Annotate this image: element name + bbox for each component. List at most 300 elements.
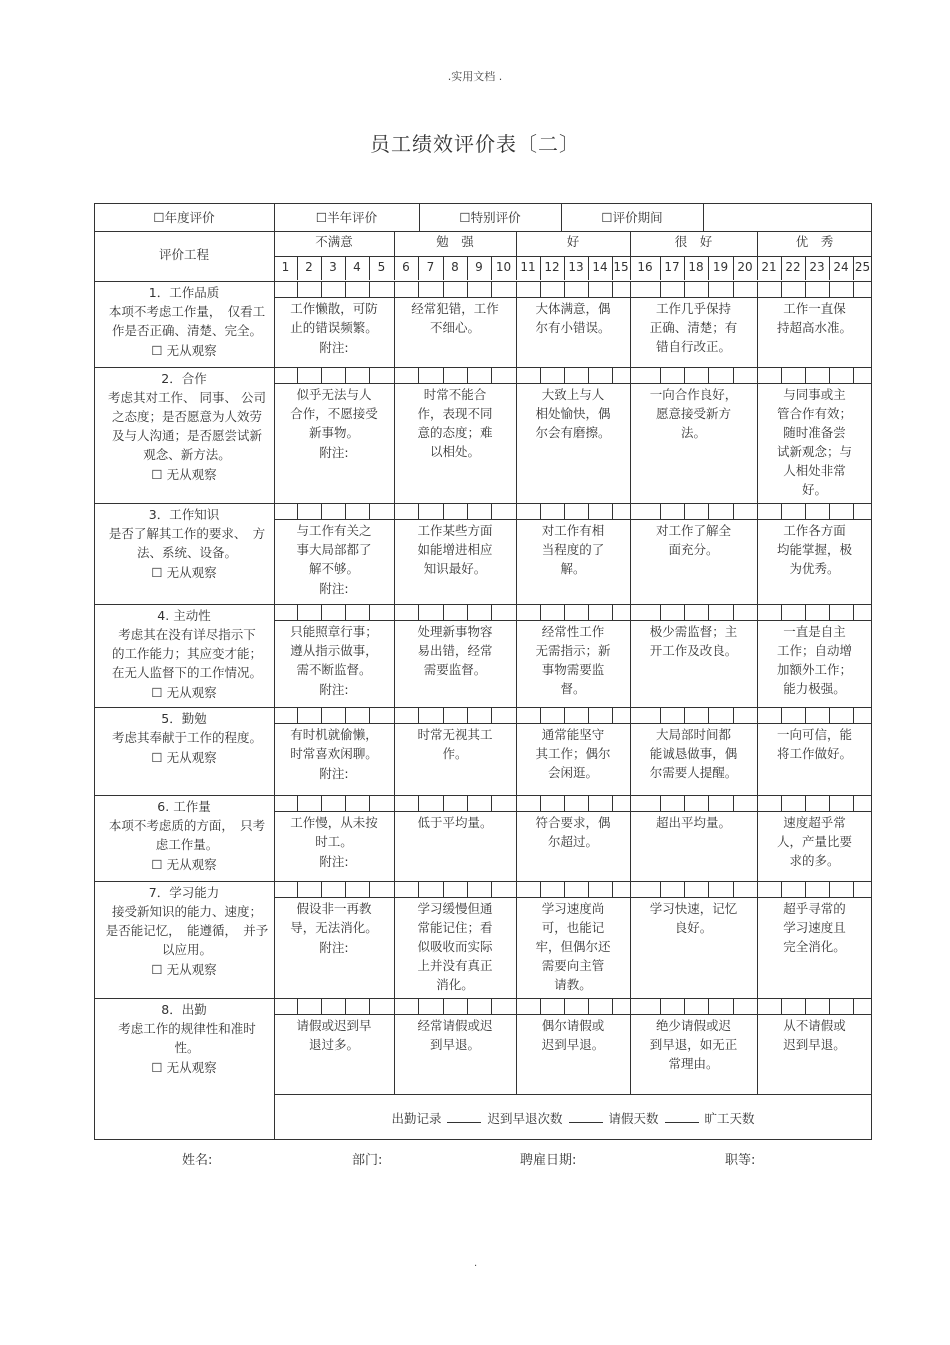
score-checkbox-divider[interactable]	[781, 795, 782, 811]
level-description: 偶尔请假或	[541, 1018, 605, 1033]
level-description: 常能记住；看	[417, 920, 493, 935]
item-title: 2．合作	[161, 371, 207, 386]
score-checkbox-divider[interactable]	[321, 503, 322, 519]
level-description: 管合作有效；	[776, 406, 852, 421]
score-checkbox-divider[interactable]	[297, 281, 298, 297]
score-checkbox-divider[interactable]	[733, 795, 734, 811]
level-band-divider	[757, 620, 758, 707]
score-strip-bottom	[274, 519, 872, 520]
score-checkbox-divider[interactable]	[297, 881, 298, 897]
score-checkbox-divider[interactable]	[630, 281, 631, 297]
score-checkbox-divider[interactable]	[321, 881, 322, 897]
score-checkbox-divider[interactable]	[684, 881, 685, 897]
score-checkbox-divider[interactable]	[829, 367, 830, 383]
score-checkbox-divider[interactable]	[612, 604, 613, 620]
score-checkbox-divider[interactable]	[588, 707, 589, 723]
level-description: 牢，但偶尔还	[535, 939, 611, 954]
score-checkbox-divider[interactable]	[660, 503, 661, 519]
score-checkbox-divider[interactable]	[684, 367, 685, 383]
level-description: 假设非一再教	[296, 901, 372, 916]
score-checkbox-divider[interactable]	[630, 503, 631, 519]
score-checkbox-divider[interactable]	[829, 998, 830, 1014]
score-checkbox-divider[interactable]	[588, 367, 589, 383]
score-checkbox-divider[interactable]	[708, 503, 709, 519]
level-description: 持超高水准。	[776, 320, 852, 335]
score-checkbox-divider[interactable]	[443, 604, 444, 620]
score-number: 20	[737, 260, 753, 274]
score-checkbox-divider[interactable]	[540, 881, 541, 897]
level-description: 工作慢，从未按	[290, 815, 378, 830]
score-checkbox-divider[interactable]	[491, 707, 492, 723]
level-header: 优 秀	[795, 234, 834, 249]
level-description: 大局部时间都	[655, 727, 731, 742]
score-checkbox-divider[interactable]	[564, 604, 565, 620]
score-checkbox-divider[interactable]	[708, 707, 709, 723]
score-checkbox-divider[interactable]	[588, 604, 589, 620]
score-checkbox-divider[interactable]	[369, 707, 370, 723]
no-observe-checkbox[interactable]: ☐ 无从观察	[151, 750, 217, 765]
level-description: 工作懒散，可防	[290, 301, 378, 316]
level-band-divider	[630, 519, 631, 604]
level-description: 需要监督。	[423, 662, 487, 677]
level-band-divider	[757, 297, 758, 367]
score-checkbox-divider[interactable]	[805, 281, 806, 297]
score-checkbox-divider[interactable]	[781, 707, 782, 723]
no-observe-checkbox[interactable]: ☐ 无从观察	[151, 685, 217, 700]
score-checkbox-divider[interactable]	[708, 604, 709, 620]
score-checkbox-divider[interactable]	[612, 998, 613, 1014]
score-checkbox-divider[interactable]	[467, 367, 468, 383]
score-checkbox-divider[interactable]	[418, 707, 419, 723]
level-description: 无需指示；新	[535, 643, 611, 658]
score-checkbox-divider[interactable]	[757, 367, 758, 383]
score-checkbox-divider[interactable]	[630, 604, 631, 620]
score-checkbox-divider[interactable]	[757, 795, 758, 811]
score-checkbox-divider[interactable]	[853, 367, 854, 383]
score-checkbox-divider[interactable]	[733, 998, 734, 1014]
score-checkbox-divider[interactable]	[369, 881, 370, 897]
score-checkbox-divider[interactable]	[757, 503, 758, 519]
attendance-record	[274, 1109, 872, 1128]
score-checkbox-divider[interactable]	[443, 367, 444, 383]
score-checkbox-divider[interactable]	[733, 367, 734, 383]
score-checkbox-divider[interactable]	[394, 503, 395, 519]
level-band-divider	[394, 519, 395, 604]
score-checkbox-divider[interactable]	[321, 795, 322, 811]
score-checkbox-divider[interactable]	[630, 998, 631, 1014]
score-checkbox-divider[interactable]	[540, 998, 541, 1014]
score-checkbox-divider[interactable]	[684, 998, 685, 1014]
item-description: 本项不考虑工作量， 仅看工	[108, 304, 266, 319]
score-checkbox-divider[interactable]	[540, 367, 541, 383]
score-checkbox-divider[interactable]	[684, 795, 685, 811]
score-checkbox-divider[interactable]	[733, 281, 734, 297]
score-checkbox-divider[interactable]	[660, 604, 661, 620]
score-number: 22	[785, 260, 801, 274]
score-checkbox-divider[interactable]	[588, 795, 589, 811]
score-checkbox-divider[interactable]	[829, 281, 830, 297]
item-description: 性。	[174, 1040, 200, 1055]
level-description: 处理新事物容	[417, 624, 493, 639]
hire-date-label: 聘雇日期:	[520, 1153, 577, 1168]
score-checkbox-divider[interactable]	[516, 281, 517, 297]
score-checkbox-divider[interactable]	[684, 604, 685, 620]
score-checkbox-divider[interactable]	[321, 281, 322, 297]
score-checkbox-divider[interactable]	[853, 998, 854, 1014]
score-checkbox-divider[interactable]	[345, 367, 346, 383]
score-checkbox-divider[interactable]	[829, 795, 830, 811]
score-checkbox-divider[interactable]	[516, 795, 517, 811]
score-checkbox-divider[interactable]	[588, 281, 589, 297]
score-checkbox-divider[interactable]	[564, 503, 565, 519]
score-checkbox-divider[interactable]	[418, 604, 419, 620]
level-description: 学习速度且	[783, 920, 846, 935]
score-number: 12	[544, 260, 560, 274]
score-checkbox-divider[interactable]	[630, 367, 631, 383]
score-checkbox-divider[interactable]	[757, 281, 758, 297]
score-checkbox-divider[interactable]	[540, 604, 541, 620]
score-checkbox-divider[interactable]	[805, 503, 806, 519]
score-checkbox-divider[interactable]	[297, 604, 298, 620]
score-checkbox-divider[interactable]	[345, 795, 346, 811]
page-title: 员工绩效评价表〔二〕	[370, 132, 580, 156]
score-checkbox-divider[interactable]	[418, 367, 419, 383]
eval-type-option[interactable]: ☐评价期间	[601, 210, 663, 225]
score-checkbox-divider[interactable]	[369, 367, 370, 383]
score-checkbox-divider[interactable]	[345, 281, 346, 297]
score-checkbox-divider[interactable]	[345, 707, 346, 723]
level-band-divider	[630, 383, 631, 503]
level-description: 不细心。	[429, 320, 480, 335]
score-checkbox-divider[interactable]	[853, 795, 854, 811]
score-checkbox-divider[interactable]	[467, 503, 468, 519]
score-checkbox-divider[interactable]	[660, 367, 661, 383]
score-checkbox-divider[interactable]	[564, 367, 565, 383]
score-checkbox-divider[interactable]	[418, 503, 419, 519]
level-description: 将工作做好。	[776, 746, 852, 761]
score-checkbox-divider[interactable]	[516, 881, 517, 897]
score-checkbox-divider[interactable]	[733, 707, 734, 723]
score-checkbox-divider[interactable]	[467, 604, 468, 620]
score-checkbox-divider[interactable]	[612, 281, 613, 297]
score-checkbox-divider[interactable]	[394, 281, 395, 297]
score-checkbox-divider[interactable]	[467, 707, 468, 723]
score-checkbox-divider[interactable]	[853, 503, 854, 519]
item-description: 以应用。	[161, 942, 212, 957]
score-checkbox-divider[interactable]	[684, 707, 685, 723]
level-description: 迟到早退。	[783, 1037, 846, 1052]
score-checkbox-divider[interactable]	[369, 503, 370, 519]
score-checkbox-divider[interactable]	[660, 795, 661, 811]
score-checkbox-divider[interactable]	[321, 604, 322, 620]
level-description: 需要向主管	[541, 958, 605, 973]
attendance-blank-field[interactable]	[665, 1110, 699, 1123]
item-description: 观念、新方法。	[143, 447, 231, 462]
score-checkbox-divider[interactable]	[564, 881, 565, 897]
row-divider	[94, 881, 872, 882]
score-checkbox-divider[interactable]	[612, 795, 613, 811]
score-checkbox-divider[interactable]	[369, 281, 370, 297]
score-checkbox-divider[interactable]	[491, 998, 492, 1014]
level-description: 与同事或主	[783, 387, 846, 402]
score-strip-bottom	[274, 1014, 872, 1015]
score-checkbox-divider[interactable]	[805, 795, 806, 811]
score-checkbox-divider[interactable]	[345, 998, 346, 1014]
score-checkbox-divider[interactable]	[443, 503, 444, 519]
eval-type-option[interactable]: ☐特别评价	[459, 210, 521, 225]
level-band-divider	[516, 1014, 517, 1094]
score-checkbox-divider[interactable]	[708, 281, 709, 297]
score-strip-bottom	[274, 723, 872, 724]
level-band-divider	[516, 519, 517, 604]
score-checkbox-divider[interactable]	[781, 367, 782, 383]
score-checkbox-divider[interactable]	[491, 604, 492, 620]
level-description: 如能增进相应	[417, 542, 493, 557]
score-checkbox-divider[interactable]	[829, 881, 830, 897]
score-checkbox-divider[interactable]	[684, 281, 685, 297]
score-number: 17	[664, 260, 680, 274]
level-description: 事大局部都了	[296, 542, 372, 557]
score-checkbox-divider[interactable]	[733, 503, 734, 519]
score-checkbox-divider[interactable]	[781, 881, 782, 897]
score-checkbox-divider[interactable]	[733, 604, 734, 620]
score-checkbox-divider[interactable]	[805, 367, 806, 383]
score-checkbox-divider[interactable]	[418, 881, 419, 897]
level-description: 学习缓慢但通	[417, 901, 493, 916]
score-checkbox-divider[interactable]	[516, 707, 517, 723]
level-description: 导，无法消化。	[290, 920, 378, 935]
score-checkbox-divider[interactable]	[660, 998, 661, 1014]
score-checkbox-divider[interactable]	[418, 795, 419, 811]
score-checkbox-divider[interactable]	[467, 998, 468, 1014]
score-checkbox-divider[interactable]	[321, 707, 322, 723]
score-checkbox-divider[interactable]	[540, 795, 541, 811]
attendance-blank-field[interactable]	[447, 1110, 481, 1123]
item-title: 8．出勤	[161, 1002, 207, 1017]
score-checkbox-divider[interactable]	[443, 998, 444, 1014]
level-band-divider	[394, 297, 395, 367]
row-divider	[94, 998, 872, 999]
level-description: 作，表现不同	[417, 406, 493, 421]
score-checkbox-divider[interactable]	[660, 281, 661, 297]
score-checkbox-divider[interactable]	[588, 881, 589, 897]
no-observe-checkbox[interactable]: ☐ 无从观察	[151, 565, 217, 580]
score-checkbox-divider[interactable]	[369, 604, 370, 620]
item-description: 在无人监督下的工作情况。	[111, 665, 262, 680]
score-checkbox-divider[interactable]	[443, 795, 444, 811]
score-checkbox-divider[interactable]	[443, 281, 444, 297]
level-band-divider	[757, 519, 758, 604]
score-checkbox-divider[interactable]	[418, 998, 419, 1014]
score-checkbox-divider[interactable]	[612, 367, 613, 383]
level-description: 需不断监督。	[296, 662, 372, 677]
score-checkbox-divider[interactable]	[321, 367, 322, 383]
score-checkbox-divider[interactable]	[708, 881, 709, 897]
score-checkbox-divider[interactable]	[781, 998, 782, 1014]
score-checkbox-divider[interactable]	[853, 881, 854, 897]
level-description: 正确、清楚；有	[649, 320, 738, 335]
score-checkbox-divider[interactable]	[660, 707, 661, 723]
level-description: 一直是自主	[783, 624, 846, 639]
score-checkbox-divider[interactable]	[394, 881, 395, 897]
no-observe-checkbox[interactable]: ☐ 无从观察	[151, 467, 217, 482]
level-description: 解。	[560, 561, 586, 576]
score-checkbox-divider[interactable]	[516, 367, 517, 383]
level-band-divider	[516, 297, 517, 367]
score-checkbox-divider[interactable]	[588, 503, 589, 519]
score-checkbox-divider[interactable]	[394, 604, 395, 620]
score-checkbox-divider[interactable]	[516, 604, 517, 620]
score-checkbox-divider[interactable]	[853, 281, 854, 297]
score-checkbox-divider[interactable]	[757, 881, 758, 897]
score-checkbox-divider[interactable]	[516, 998, 517, 1014]
level-description: 止的错误频繁。	[290, 320, 378, 335]
level-band-divider	[394, 723, 395, 795]
score-checkbox-divider[interactable]	[467, 881, 468, 897]
score-checkbox-divider[interactable]	[708, 795, 709, 811]
score-checkbox-divider[interactable]	[491, 503, 492, 519]
score-checkbox-divider[interactable]	[369, 795, 370, 811]
level-description: 迟到早退。	[541, 1037, 605, 1052]
score-checkbox-divider[interactable]	[829, 503, 830, 519]
level-description: 上并没有真正	[417, 958, 493, 973]
score-checkbox-divider[interactable]	[612, 503, 613, 519]
score-checkbox-divider[interactable]	[297, 707, 298, 723]
item-description: 是否了解其工作的要求、 方	[108, 526, 266, 541]
score-checkbox-divider[interactable]	[345, 604, 346, 620]
level-description: 遵从指示做事，	[290, 643, 378, 658]
score-checkbox-divider[interactable]	[564, 281, 565, 297]
level-description: 工作；自动增	[776, 643, 852, 658]
score-checkbox-divider[interactable]	[757, 707, 758, 723]
note-label: 附注:	[319, 682, 349, 697]
header-note: .实用文档 .	[447, 70, 503, 83]
score-checkbox-divider[interactable]	[733, 881, 734, 897]
score-checkbox-divider[interactable]	[708, 367, 709, 383]
score-checkbox-divider[interactable]	[516, 503, 517, 519]
score-checkbox-divider[interactable]	[467, 795, 468, 811]
level-description: 请假或迟到早	[296, 1018, 372, 1033]
score-checkbox-divider[interactable]	[564, 998, 565, 1014]
note-label: 附注:	[319, 340, 349, 355]
score-checkbox-divider[interactable]	[491, 367, 492, 383]
score-checkbox-divider[interactable]	[781, 281, 782, 297]
level-description: 为优秀。	[789, 561, 840, 576]
score-checkbox-divider[interactable]	[805, 707, 806, 723]
score-checkbox-divider[interactable]	[612, 707, 613, 723]
item-description: 考虑其在没有详尽指示下	[118, 627, 256, 642]
score-checkbox-divider[interactable]	[540, 707, 541, 723]
score-checkbox-divider[interactable]	[394, 998, 395, 1014]
score-checkbox-divider[interactable]	[612, 881, 613, 897]
score-checkbox-divider[interactable]	[321, 998, 322, 1014]
level-description: 加额外工作；	[776, 662, 852, 677]
score-checkbox-divider[interactable]	[757, 998, 758, 1014]
score-number: 9	[475, 260, 483, 274]
score-checkbox-divider[interactable]	[345, 881, 346, 897]
level-band-divider	[757, 897, 758, 998]
level-band-divider	[516, 620, 517, 707]
score-checkbox-divider[interactable]	[491, 795, 492, 811]
score-checkbox-divider[interactable]	[829, 707, 830, 723]
no-observe-checkbox[interactable]: ☐ 无从观察	[151, 1060, 217, 1075]
no-observe-checkbox[interactable]: ☐ 无从观察	[151, 962, 217, 977]
score-checkbox-divider[interactable]	[369, 998, 370, 1014]
level-band-divider	[516, 811, 517, 881]
no-observe-checkbox[interactable]: ☐ 无从观察	[151, 857, 217, 872]
score-checkbox-divider[interactable]	[757, 604, 758, 620]
score-checkbox-divider[interactable]	[540, 503, 541, 519]
score-checkbox-divider[interactable]	[418, 281, 419, 297]
level-description: 学习快速，记忆	[649, 901, 738, 916]
score-checkbox-divider[interactable]	[588, 998, 589, 1014]
level-description: 对工作了解全	[655, 523, 731, 538]
score-checkbox-divider[interactable]	[394, 795, 395, 811]
score-checkbox-divider[interactable]	[297, 503, 298, 519]
score-checkbox-divider[interactable]	[394, 707, 395, 723]
score-checkbox-divider[interactable]	[297, 367, 298, 383]
no-observe-checkbox[interactable]: ☐ 无从观察	[151, 343, 217, 358]
score-checkbox-divider[interactable]	[630, 795, 631, 811]
score-checkbox-divider[interactable]	[630, 881, 631, 897]
score-checkbox-divider[interactable]	[297, 998, 298, 1014]
score-number: 21	[761, 260, 777, 274]
level-description: 时常不能合	[423, 387, 487, 402]
score-checkbox-divider[interactable]	[660, 881, 661, 897]
score-checkbox-divider[interactable]	[805, 604, 806, 620]
score-checkbox-divider[interactable]	[297, 795, 298, 811]
level-description: 低于平均量。	[417, 815, 493, 830]
department-label: 部门:	[352, 1153, 383, 1168]
score-checkbox-divider[interactable]	[829, 604, 830, 620]
score-checkbox-divider[interactable]	[345, 503, 346, 519]
score-checkbox-divider[interactable]	[491, 281, 492, 297]
score-strip-bottom	[274, 383, 872, 384]
level-description: 相处愉快，偶	[535, 406, 611, 421]
level-description: 良好。	[674, 920, 713, 935]
level-description: 可，也能记	[541, 920, 605, 935]
score-checkbox-divider[interactable]	[394, 367, 395, 383]
score-checkbox-divider[interactable]	[781, 503, 782, 519]
score-checkbox-divider[interactable]	[805, 881, 806, 897]
score-checkbox-divider[interactable]	[443, 707, 444, 723]
score-checkbox-divider[interactable]	[491, 881, 492, 897]
score-checkbox-divider[interactable]	[781, 604, 782, 620]
score-checkbox-divider[interactable]	[467, 281, 468, 297]
eval-type-option[interactable]: ☐半年评价	[315, 210, 378, 225]
note-label: 附注:	[319, 854, 349, 869]
score-checkbox-divider[interactable]	[853, 707, 854, 723]
level-description: 经常请假或迟	[417, 1018, 493, 1033]
row-divider	[94, 604, 872, 605]
attendance-blank-field[interactable]	[569, 1110, 603, 1123]
score-checkbox-divider[interactable]	[443, 881, 444, 897]
score-checkbox-divider[interactable]	[540, 281, 541, 297]
level-description: 工作几乎保持	[655, 301, 731, 316]
item-title: 6. 工作量	[157, 799, 211, 814]
score-checkbox-divider[interactable]	[708, 998, 709, 1014]
score-checkbox-divider[interactable]	[684, 503, 685, 519]
score-checkbox-divider[interactable]	[805, 998, 806, 1014]
score-checkbox-divider[interactable]	[630, 707, 631, 723]
level-description: 超出平均量。	[655, 815, 731, 830]
score-checkbox-divider[interactable]	[853, 604, 854, 620]
eval-type-option[interactable]: ☐年度评价	[153, 210, 215, 225]
row-divider	[94, 367, 872, 368]
score-checkbox-divider[interactable]	[564, 707, 565, 723]
score-checkbox-divider[interactable]	[564, 795, 565, 811]
level-description: 人相处非常	[783, 463, 846, 478]
